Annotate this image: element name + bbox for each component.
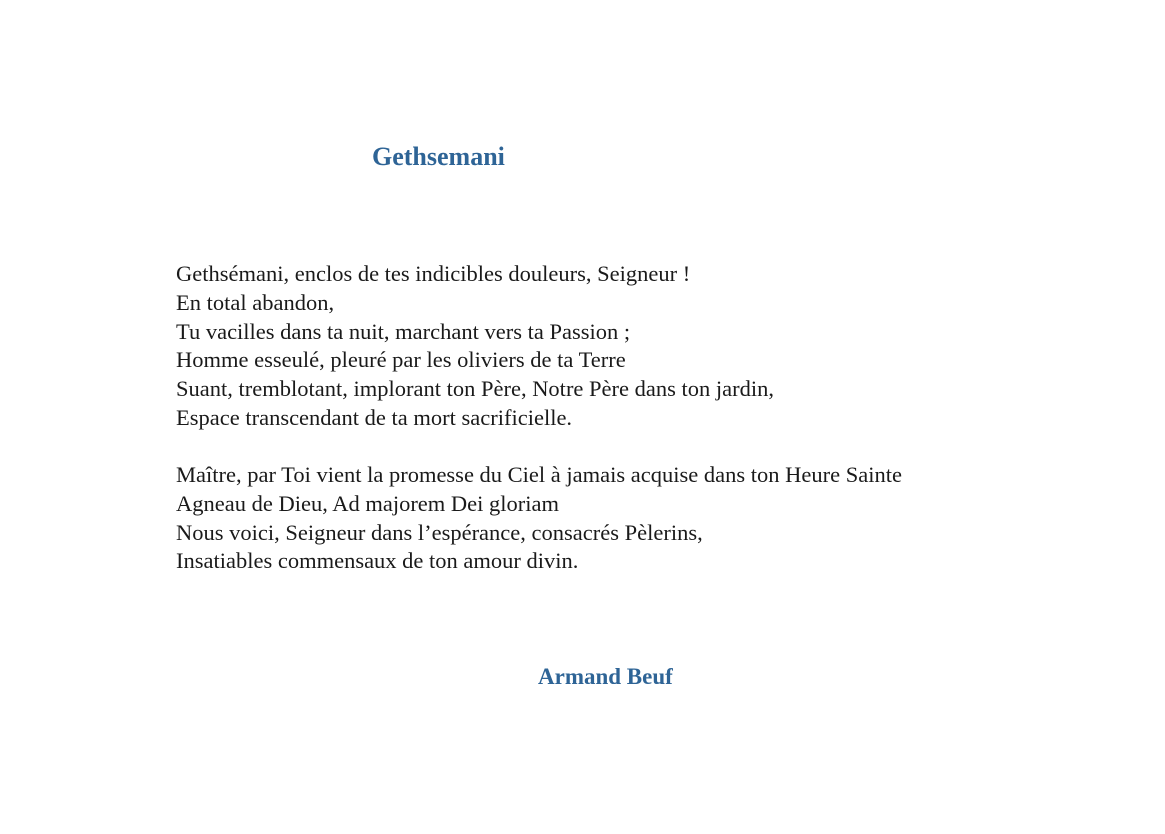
poem-line: Insatiables commensaux de ton amour divin. — [176, 548, 579, 574]
poem-line: Suant, tremblotant, implorant ton Père, Notre Père dans ton jardin, — [176, 376, 774, 402]
poem-line: Nous voici, Seigneur dans l’espérance, consacrés Pèlerins, — [176, 519, 703, 545]
poem-title: Gethsemani — [372, 142, 505, 171]
poem-line: Espace transcendant de ta mort sacrificielle. — [176, 404, 573, 430]
poem-line: Tu vacilles dans ta nuit, marchant vers ta Passion ; — [176, 318, 631, 344]
poem-line: Agneau de Dieu, Ad majorem Dei gloriam — [176, 490, 560, 516]
poem-line: En total abandon, — [176, 289, 335, 315]
poem-author: Armand Beuf — [538, 664, 673, 689]
poem-stanza-1 — [176, 260, 774, 433]
poem-line: Homme esseulé, pleuré par les oliviers de ta Terre — [176, 347, 626, 373]
poem-stanza-2 — [176, 461, 902, 576]
poem-line: Maître, par Toi vient la promesse du Ciel à jamais acquise dans ton Heure Sainte — [176, 462, 902, 487]
poem-line: Gethsémani, enclos de tes indicibles douleurs, Seigneur ! — [176, 261, 691, 286]
